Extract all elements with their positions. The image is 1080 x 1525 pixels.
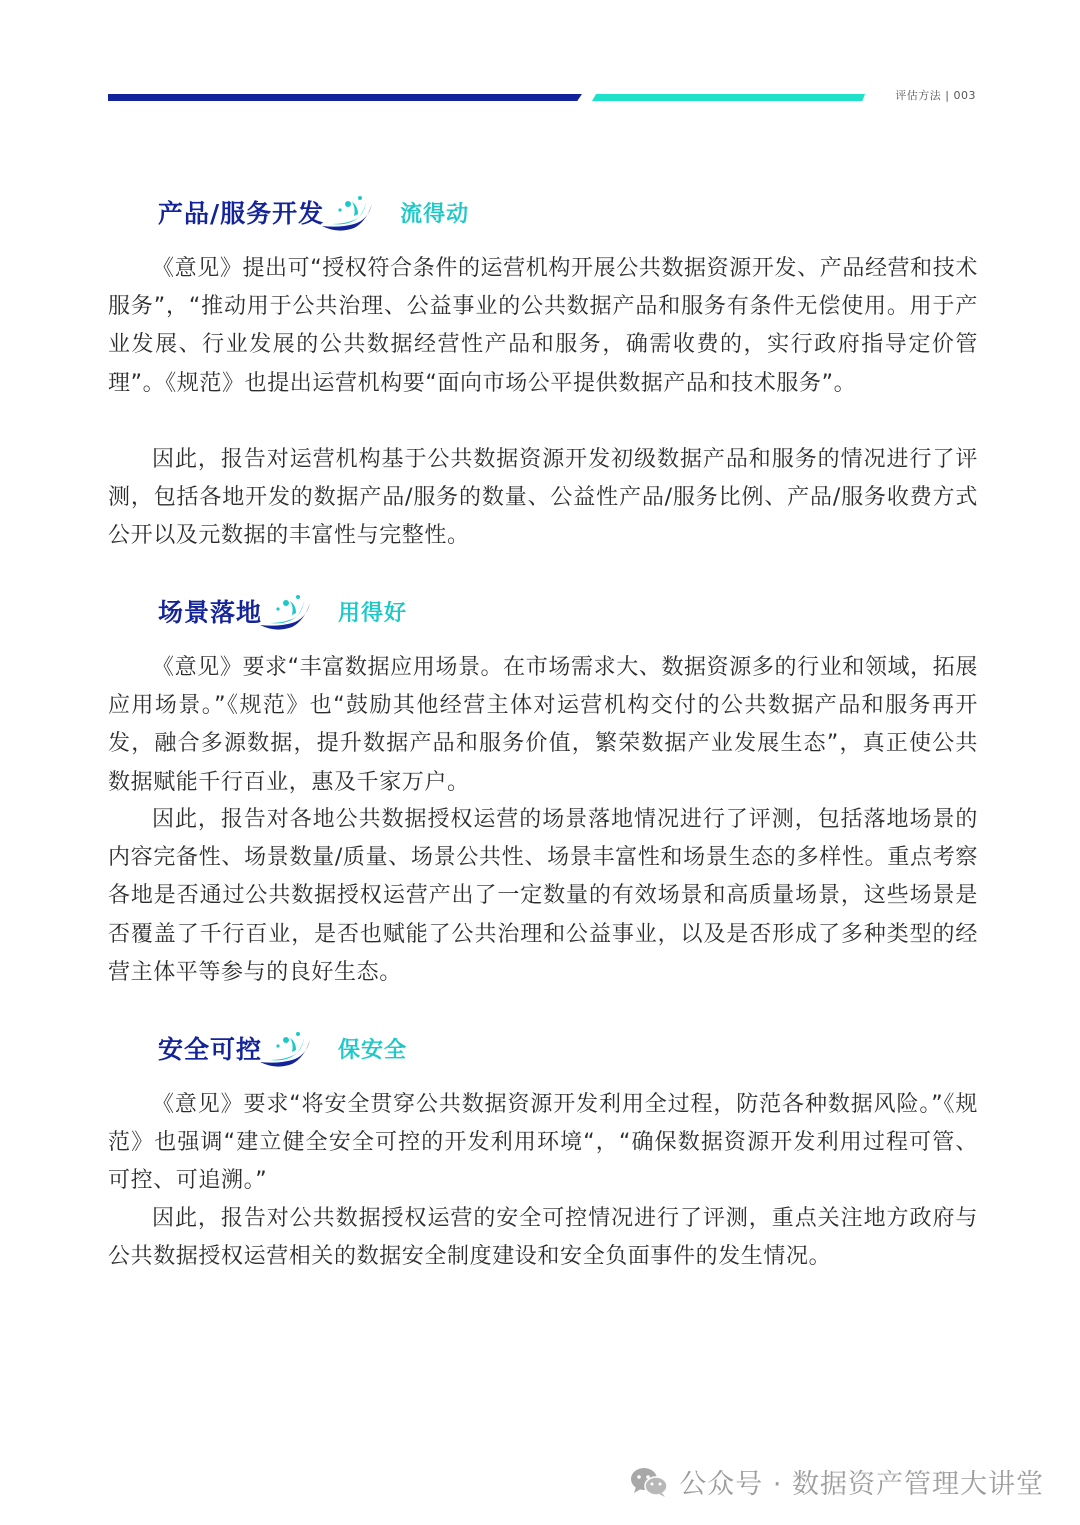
header-bar-dark xyxy=(108,94,582,101)
section-subtitle-text: 用得好 xyxy=(338,600,408,626)
section-title-security xyxy=(158,1026,407,1070)
paragraph: 因此，报告对公共数据授权运营的安全可控情况进行了评测，重点关注地方政府与公共数据授权运营相关的数据安全制度建设和安全负面事件的发生情况。 xyxy=(108,1206,978,1270)
section-title-product xyxy=(158,190,469,234)
paragraph: 因此，报告对运营机构基于公共数据资源开发初级数据产品和服务的情况进行了评测，包括各地开发的数据产品/服务的数量、公益性产品/服务比例、产品/服务收费方式公开以及元数据的丰富性与完整性。 xyxy=(108,447,978,549)
section-subtitle-text: 流得动 xyxy=(400,201,470,227)
wechat-watermark xyxy=(629,1462,1044,1501)
paragraph: 《意见》要求“将安全贯穿公共数据资源开发利用全过程，防范各种数据风险。”《规范》也强调“建立健全安全可控的开发利用环境“，“确保数据资源开发利用过程可管、可控、可追溯。” xyxy=(108,1092,978,1194)
wave-splash-icon xyxy=(318,190,376,234)
section-title-scenario xyxy=(158,589,407,633)
section-title-text: 产品/服务开发 xyxy=(158,199,325,228)
watermark-text: 公众号 · 数据资产管理大讲堂 xyxy=(679,1469,1044,1500)
paragraph: 《意见》要求“丰富数据应用场景。在市场需求大、数据资源多的行业和领域，拓展应用场景。”《规范》也“鼓励其他经营主体对运营机构交付的公共数据产品和服务再开发，融合多源数据，提升数据产品和服务价值，繁荣数据产业发展生态”，真正使公共数据赋能千行百业，惠及千家万户。 xyxy=(108,655,978,795)
section-title-text: 场景落地 xyxy=(158,598,263,627)
wave-splash-icon xyxy=(256,589,314,633)
wechat-icon xyxy=(629,1466,669,1498)
paragraph: 因此，报告对各地公共数据授权运营的场景落地情况进行了评测，包括落地场景的内容完备性、场景数量/质量、场景公共性、场景丰富性和场景生态的多样性。重点考察各地是否通过公共数据授权运营产出了一定数量的有效场景和高质量场景，这些场景是否覆盖了千行百业，是否也赋能了公共治理和公益事业，以及是否形成了多种类型的经营主体平等参与的良好生态。 xyxy=(108,807,978,985)
section-subtitle-text: 保安全 xyxy=(338,1037,408,1063)
wave-splash-icon xyxy=(256,1026,314,1070)
page-label: 评估方法 | 003 xyxy=(895,89,976,102)
header-bar-light xyxy=(592,94,865,101)
section-title-text: 安全可控 xyxy=(158,1035,263,1064)
paragraph: 《意见》提出可“授权符合条件的运营机构开展公共数据资源开发、产品经营和技术服务”，“推动用于公共治理、公益事业的公共数据产品和服务有条件无偿使用。用于产业发展、行业发展的公共数据经营性产品和服务，确需收费的，实行政府指导定价管理”。《规范》也提出运营机构要“面向市场公平提供数据产品和技术服务”。 xyxy=(108,256,978,396)
